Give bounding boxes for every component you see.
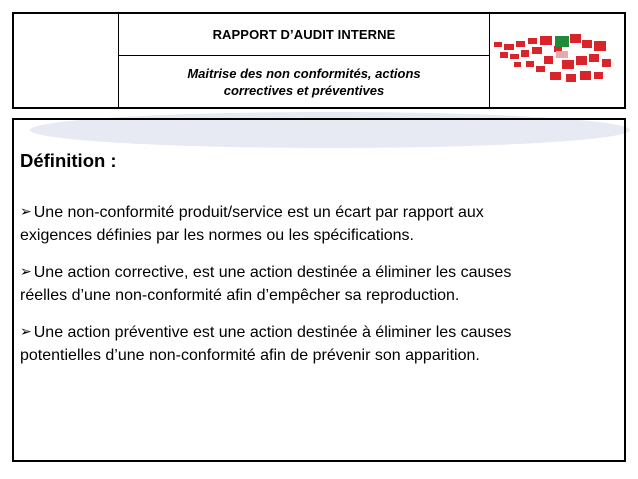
definition-item-line2: réelles d’une non-conformité afin d’empêcher sa reproduction. [20, 287, 460, 304]
definition-item-line1: Une non-conformité produit/service est un écart par rapport aux [33, 204, 484, 221]
definition-item-line1: Une action corrective, est une action destinée a éliminer les causes [33, 264, 512, 281]
header-logo-cell [490, 14, 624, 107]
arrow-bullet-icon: ➢ [20, 323, 32, 339]
definition-heading: Définition : [20, 150, 117, 171]
definition-item-line1: Une action préventive est une action destinée à éliminer les causes [33, 324, 512, 341]
definition-item-line2: potentielles d’une non-conformité afin de prévenir son apparition. [20, 347, 480, 364]
report-subtitle-line1: Maitrise des non conformités, actions [187, 65, 421, 81]
definition-item [20, 261, 618, 307]
definition-item-line2: exigences définies par les normes ou les spécifications. [20, 227, 414, 244]
report-subtitle-line2: correctives et préventives [223, 82, 385, 98]
definition-item [20, 321, 618, 367]
arrow-bullet-icon: ➢ [20, 263, 32, 279]
header-left-cell [14, 14, 119, 107]
report-subtitle [119, 56, 490, 107]
arrow-bullet-icon: ➢ [20, 203, 32, 219]
report-title: RAPPORT D’AUDIT INTERNE [119, 14, 490, 56]
definition-box [12, 118, 626, 462]
definition-item [20, 201, 618, 247]
company-logo [490, 14, 624, 107]
report-header [12, 12, 626, 109]
